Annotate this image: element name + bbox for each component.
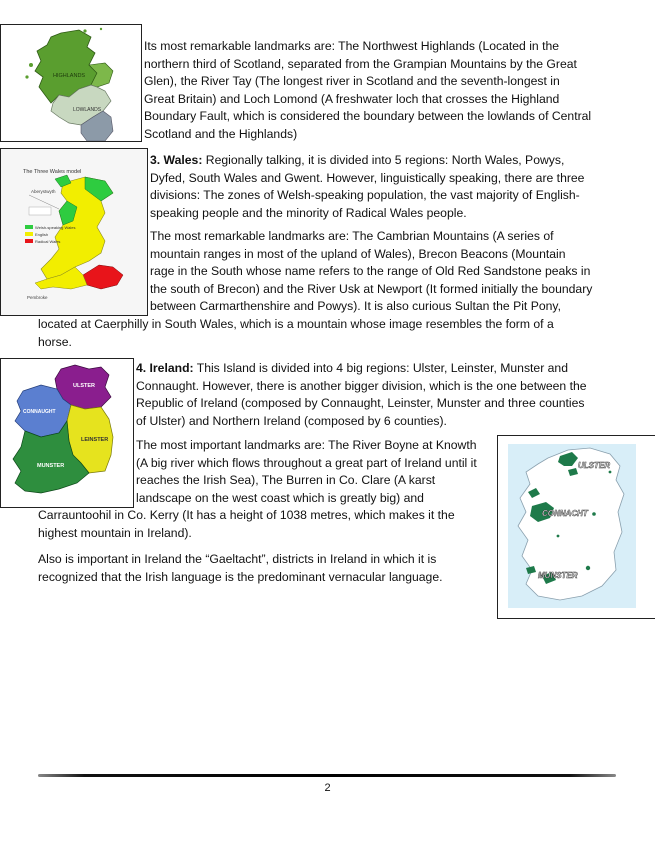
text-line: rage in the South whose name refers to the range of Old Red Sandstone peaks in [150,264,591,279]
ireland-provinces-map [1,359,133,507]
ireland-intro-first-line [136,360,587,378]
leinster-label: LEINSTER [81,437,109,443]
text-line: Boundary Fault, which is considered the boundary between the lowlands of Central [144,109,592,124]
text-line: Its most remarkable landmarks are: The Northwest Highlands (Located in the [144,39,560,53]
text-line: Carrauntoohil in Co. Kerry (It has a height of 1038 metres, which makes it the [38,508,455,522]
wales-intro-paragraph [150,152,584,222]
text-line: divisions: The zones of Welsh-speaking population, the vast majority of English- [150,188,580,203]
legend-swatch-english [25,232,33,236]
text-line: Great Britain) and Loch Lomond (A freshwater loch that crosses the Highland [144,91,560,106]
wales-map-title: The Three Wales model [23,169,82,175]
ireland-provinces-figure [0,358,134,508]
text-line: This Island is divided into 4 big regions: Ulster, Leinster, Munster and [193,361,568,375]
text-line: horse. [38,334,72,349]
wales-map-figure [0,148,148,316]
legend-label-radical: Radical Wales [35,239,61,244]
gaeltacht-map-figure [497,435,655,619]
text-line: Republic of Ireland (composed by Connaught, Leinster, Munster and three counties [136,396,585,411]
text-line: recognized that the Irish language is the predominant vernacular language. [38,569,443,584]
text-line: Scotland and the Highlands) [144,126,298,141]
text-line: mountain ranges in most of the upland of Wales), Brecon Beacons (Mountain [150,246,566,261]
wales-pembroke-label: Pembroke [27,295,48,300]
text-line: of Ulster) and Northern Ireland (composed by 6 counties). [136,413,447,428]
wales-intro-first-line [150,152,584,170]
text-line: (A big river which flows throughout a great part of Ireland until it [136,455,477,470]
text-line: reaches the Irish Sea), The Burren in Co. Clare (A karst [136,473,436,488]
ireland-heading: 4. Ireland: [136,361,194,375]
text-line: landscape on the west coast which is greatly big) and [136,490,424,505]
legend-swatch-welsh [25,225,33,229]
text-line: The most remarkable landmarks are: The Cambrian Mountains (A series of [150,229,554,243]
scotland-landmarks-paragraph [144,38,591,144]
connaught-label: CONNAUGHT [23,409,56,415]
scotland-map-figure [0,24,142,142]
gaeltacht-map [498,436,655,618]
scotland-lowlands-label: LOWLANDS [73,107,102,113]
text-line: Glen), the River Tay (The longest river in Scotland and the seventh-longest in [144,74,560,89]
legend-label-welsh: Welsh-speaking Wales [35,225,76,230]
text-line: Connaught. However, there is another bigger division, which is the one between the [136,378,587,393]
ireland-landmarks-tail [38,507,455,542]
text-line: between Carmarthenshire and Powys). It is also curious Sultan the Pit Pony, [150,299,561,314]
gaeltacht-ulster-label: ULSTER [578,461,610,470]
gaeltacht-munster-label: MUNSTER [538,571,578,580]
wales-tail-paragraph [38,316,554,351]
wales-map [1,149,147,315]
text-line: Regionally talking, it is divided into 5 regions: North Wales, Powys, [202,153,565,167]
wales-heading: 3. Wales: [150,153,203,167]
text-line: Also is important in Ireland the “Gaeltacht”, districts in Ireland in which it is [38,552,437,566]
scotland-highlands-label: HIGHLANDS [53,73,86,79]
text-line: the south of Brecon) and the River Usk at Newport (It formed initially the boundary [150,281,593,296]
wales-aberystwyth-label: Aberystwyth [31,189,56,194]
scotland-map [1,25,141,141]
ireland-intro-paragraph [136,360,587,430]
gaeltacht-connacht-label: CONNACHT [542,509,588,518]
munster-label: MUNSTER [37,463,65,469]
text-line: speaking people and the minority of Radical Wales people. [150,205,467,220]
text-line: located at Caerphilly in South Wales, which is a mountain whose image resembles the form of a [38,317,554,331]
legend-label-english: English [35,232,49,237]
ireland-gaeltacht-paragraph [38,551,443,586]
ireland-landmarks-paragraph [136,437,477,507]
wales-landmarks-paragraph [150,228,592,316]
footer-rule [38,774,616,777]
text-line: highest mountain in Ireland). [38,525,192,540]
ulster-label: ULSTER [73,383,95,389]
text-line: The most important landmarks are: The River Boyne at Knowth [136,438,477,452]
text-line: northern third of Scotland, separated from the Grampian Mountains by the Great [144,56,577,71]
legend-swatch-radical [25,239,33,243]
page-number: 2 [324,782,331,794]
text-line: Dyfed, South Wales and Gwent. However, linguistically speaking, there are three [150,170,585,185]
